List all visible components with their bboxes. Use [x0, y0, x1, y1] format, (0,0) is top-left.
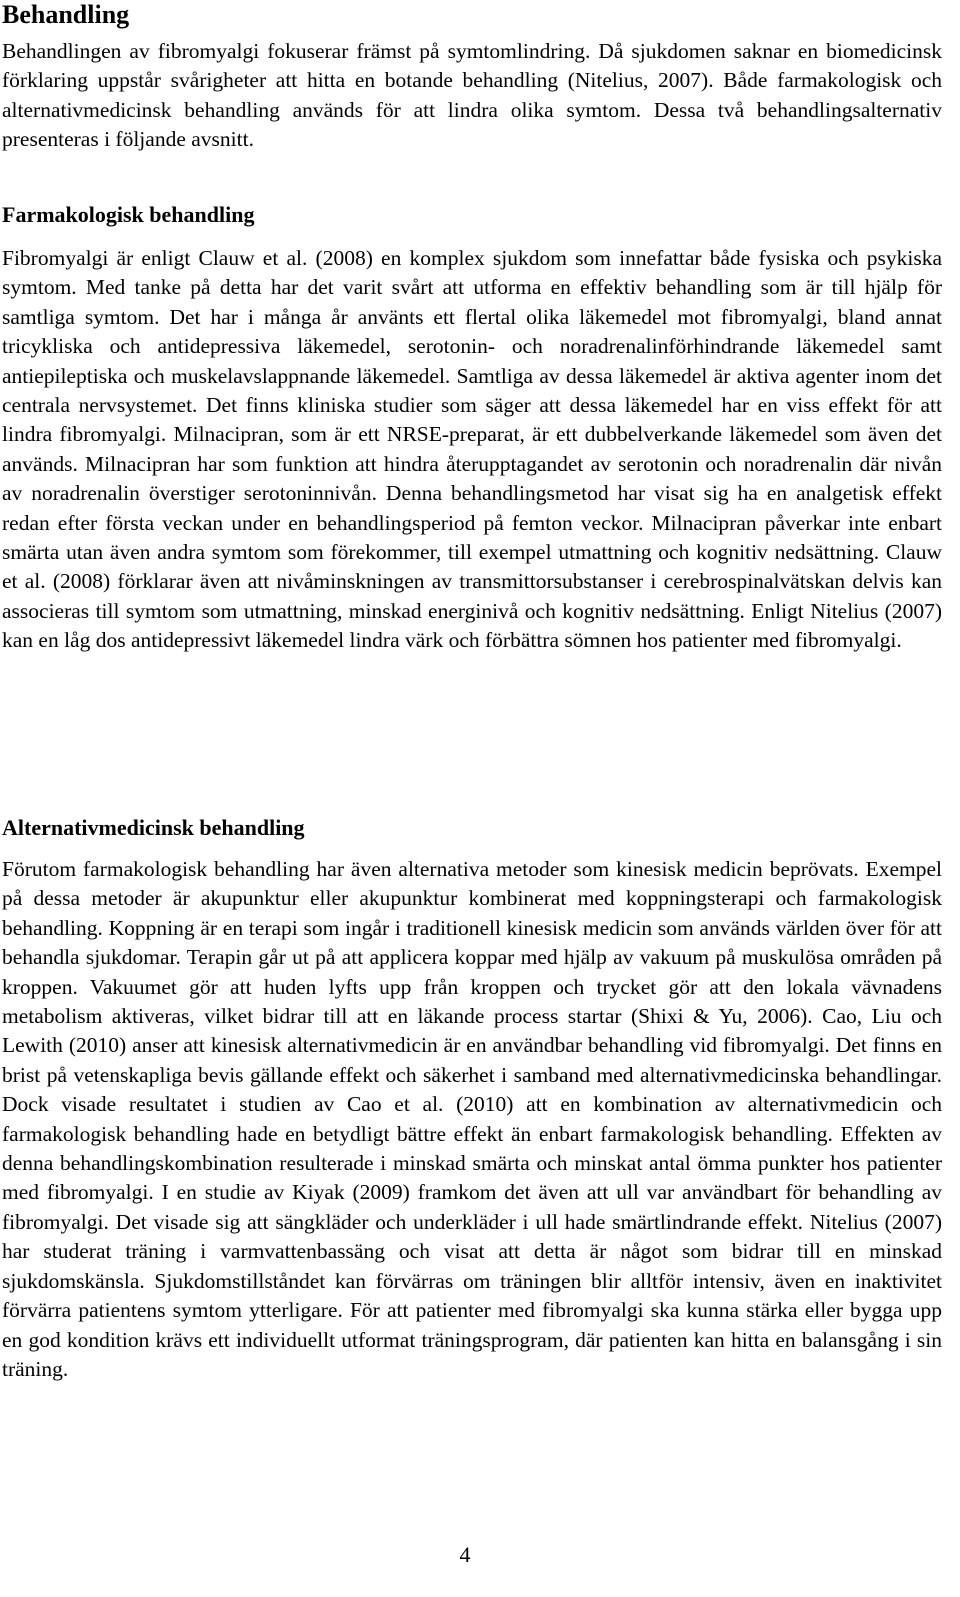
- alternative-paragraph: Förutom farmakologisk behandling har även alternativa metoder som kinesisk medicin beprövats. Exempel på dessa metoder är akupunktur eller akupunktur kombinerat med koppningsterapi och farmakologisk behandling. Koppning är en terapi som ingår i traditionell kinesisk medicin som används världen över för att behandla sjukdomar. Terapin går ut på att applicera koppar med hjälp av vakuum på muskulösa områden på kroppen. Vakuumet gör att huden lyfts upp från kroppen och trycket gör att den lokala vävnadens metabolism aktiveras, vilket bidrar till att en läkande process startar (Shixi & Yu, 2006). Cao, Liu och Lewith (2010) anser att kinesisk alternativmedicin är en användbar behandling vid fibromyalgi. Det finns en brist på vetenskapliga bevis gällande effekt och säkerhet i samband med alternativmedicinska behandlingar. Dock visade resultatet i studien av Cao et al. (2010) att en kombination av alternativmedicin och farmakologisk behandling hade en betydligt bättre effekt än enbart farmakologisk behandling. Effekten av denna behandlingskombination resulterade i minskad smärta och minskat antal ömma punkter hos patienter med fibromyalgi. I en studie av Kiyak (2009) framkom det även att ull var användbart för behandling av fibromyalgi. Det visade sig att sängkläder och underkläder i ull hade smärtlindrande effekt. Nitelius (2007) har studerat träning i varmvattenbassäng och visat att detta är något som bidrar till en minskad sjukdomskänsla. Sjukdomstillståndet kan förvärras om träningen blir alltför intensiv, även en inaktivitet förvärra patientens symtom ytterligare. För att patienter med fibromyalgi ska kunna stärka eller bygga upp en god kondition krävs ett individuellt utformat träningsprogram, där patienten kan hitta en balansgång i sin träning.: [2, 857, 942, 1381]
- pharmacological-heading: Farmakologisk behandling: [2, 202, 255, 227]
- intro-paragraph: Behandlingen av fibromyalgi fokuserar främst på symtomlindring. Då sjukdomen saknar en biomedicinsk förklaring uppstår svårigheter att hitta en botande behandling (Nitelius, 2007). Både farmakologisk och alternativmedicinsk behandling används för att lindra olika symtom. Dessa två behandlingsalternativ presenteras i följande avsnitt.: [2, 39, 942, 152]
- alternative-heading: Alternativmedicinsk behandling: [2, 815, 305, 840]
- page-number: 4: [459, 1542, 471, 1567]
- pharmacological-paragraph: Fibromyalgi är enligt Clauw et al. (2008) en komplex sjukdom som innefattar både fysiska och psykiska symtom. Med tanke på detta har det varit svårt att utforma en effektiv behandling som är till hjälp för samtliga symtom. Det har i många år använts ett flertal olika läkemedel mot fibromyalgi, bland annat tricykliska och antidepressiva läkemedel, serotonin- och noradrenalinförhindrande läkemedel samt antiepileptiska och muskelavslappnande läkemedel. Samtliga av dessa läkemedel är aktiva agenter inom det centrala nervsystemet. Det finns kliniska studier som säger att dessa läkemedel har en viss effekt för att lindra fibromyalgi. Milnacipran, som är ett NRSE-preparat, är ett dubbelverkande läkemedel som även det används. Milnacipran har som funktion att hindra återupptagandet av serotonin och noradrenalin där nivån av noradrenalin överstiger serotoninnivån. Denna behandlingsmetod har visat sig ha en analgetisk effekt redan efter första veckan under en behandlingsperiod på femton veckor. Milnacipran påverkar inte enbart smärta utan även andra symtom som förekommer, till exempel utmattning och kognitiv nedsättning. Clauw et al. (2008) förklarar även att nivåminskningen av transmittorsubstanser i cerebrospinalvätskan delvis kan associeras till symtom som utmattning, minskad energinivå och kognitiv nedsättning. Enligt Nitelius (2007) kan en låg dos antidepressivt läkemedel lindra värk och förbättra sömnen hos patienter med fibromyalgi.: [2, 246, 942, 653]
- section-title: Behandling: [2, 0, 130, 29]
